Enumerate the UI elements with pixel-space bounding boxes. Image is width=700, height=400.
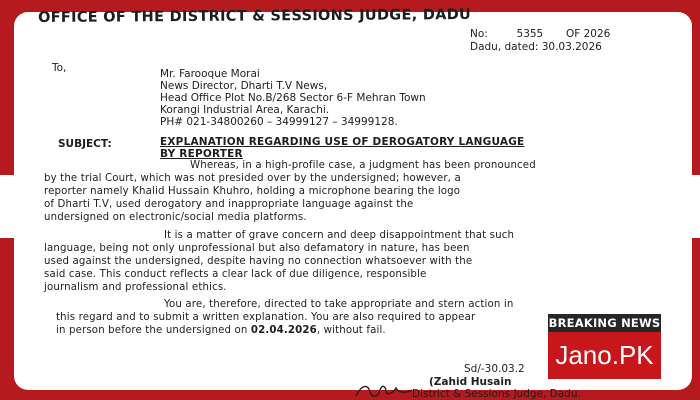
subject-line: BY REPORTER (160, 148, 243, 160)
subject-label: SUBJECT: (58, 138, 112, 150)
address-line: News Director, Dharti T.V News, (160, 80, 328, 92)
appearance-date: 02.04.2026 (250, 325, 317, 336)
subject-line: EXPLANATION REGARDING USE OF DEROGATORY LANGUAGE (160, 136, 525, 148)
paragraph-line: language, being not only unprofessional but also defamatory in nature, has been (44, 243, 470, 254)
signature-scribble (354, 380, 414, 400)
paragraph-line: Whereas, in a high-profile case, a judgment has been pronounced (190, 160, 536, 171)
to-label: To, (52, 62, 67, 74)
address-line: PH# 021-34800260 – 34999127 – 34999128. (160, 116, 398, 128)
number-year: OF 2026 (565, 28, 611, 40)
paragraph-line: said case. This conduct reflects a clear lack of due diligence, responsible (44, 269, 427, 280)
letter-date: Dadu, dated: 30.03.2026 (470, 41, 602, 53)
signatory-title: District & Sessions Judge, Dadu. (412, 388, 581, 400)
paragraph-line: of Dharti T.V, used derogatory and inappropriate language against the (44, 199, 414, 210)
office-header: OFFICE OF THE DISTRICT & SESSIONS JUDGE, DADU (38, 6, 472, 26)
paragraph-line: this regard and to submit a written explanation. You are also required to appear (56, 312, 476, 323)
paragraph-line: journalism and professional ethics. (44, 282, 227, 293)
breaking-news-badge (546, 312, 663, 381)
paragraph-line: undersigned on electronic/social media platforms. (44, 212, 307, 223)
site-logo: Jano.PK (548, 332, 661, 379)
number-value: 5355 (516, 28, 544, 40)
paragraph-line: used against the undersigned, despite having no connection whatsoever with the (44, 256, 473, 267)
paragraph-line: reporter namely Khalid Hussain Khuhro, holding a microphone bearing the logo (44, 186, 461, 197)
address-line: Mr. Farooque Morai (160, 68, 260, 80)
paragraph-text: in person before the undersigned on (56, 325, 248, 336)
signatory-name: (Zahid Husain (429, 376, 512, 388)
paragraph-line (56, 325, 386, 336)
signed-date: Sd/-30.03.2 (464, 363, 525, 375)
address-line: Head Office Plot No.B/268 Sector 6-F Mehran Town (160, 92, 426, 104)
paragraph-line: It is a matter of grave concern and deep disappointment that such (164, 230, 515, 241)
address-line: Korangi Industrial Area, Karachi. (160, 104, 330, 116)
letter-number (470, 28, 610, 40)
number-label: No: (470, 28, 488, 40)
paragraph-line: by the trial Court, which was not presided over by the undersigned; however, a (44, 173, 461, 184)
paragraph-text: , without fail. (316, 325, 386, 336)
breaking-news-label: BREAKING NEWS (548, 316, 661, 330)
paragraph-line: You are, therefore, directed to take appropriate and stern action in (164, 299, 514, 310)
